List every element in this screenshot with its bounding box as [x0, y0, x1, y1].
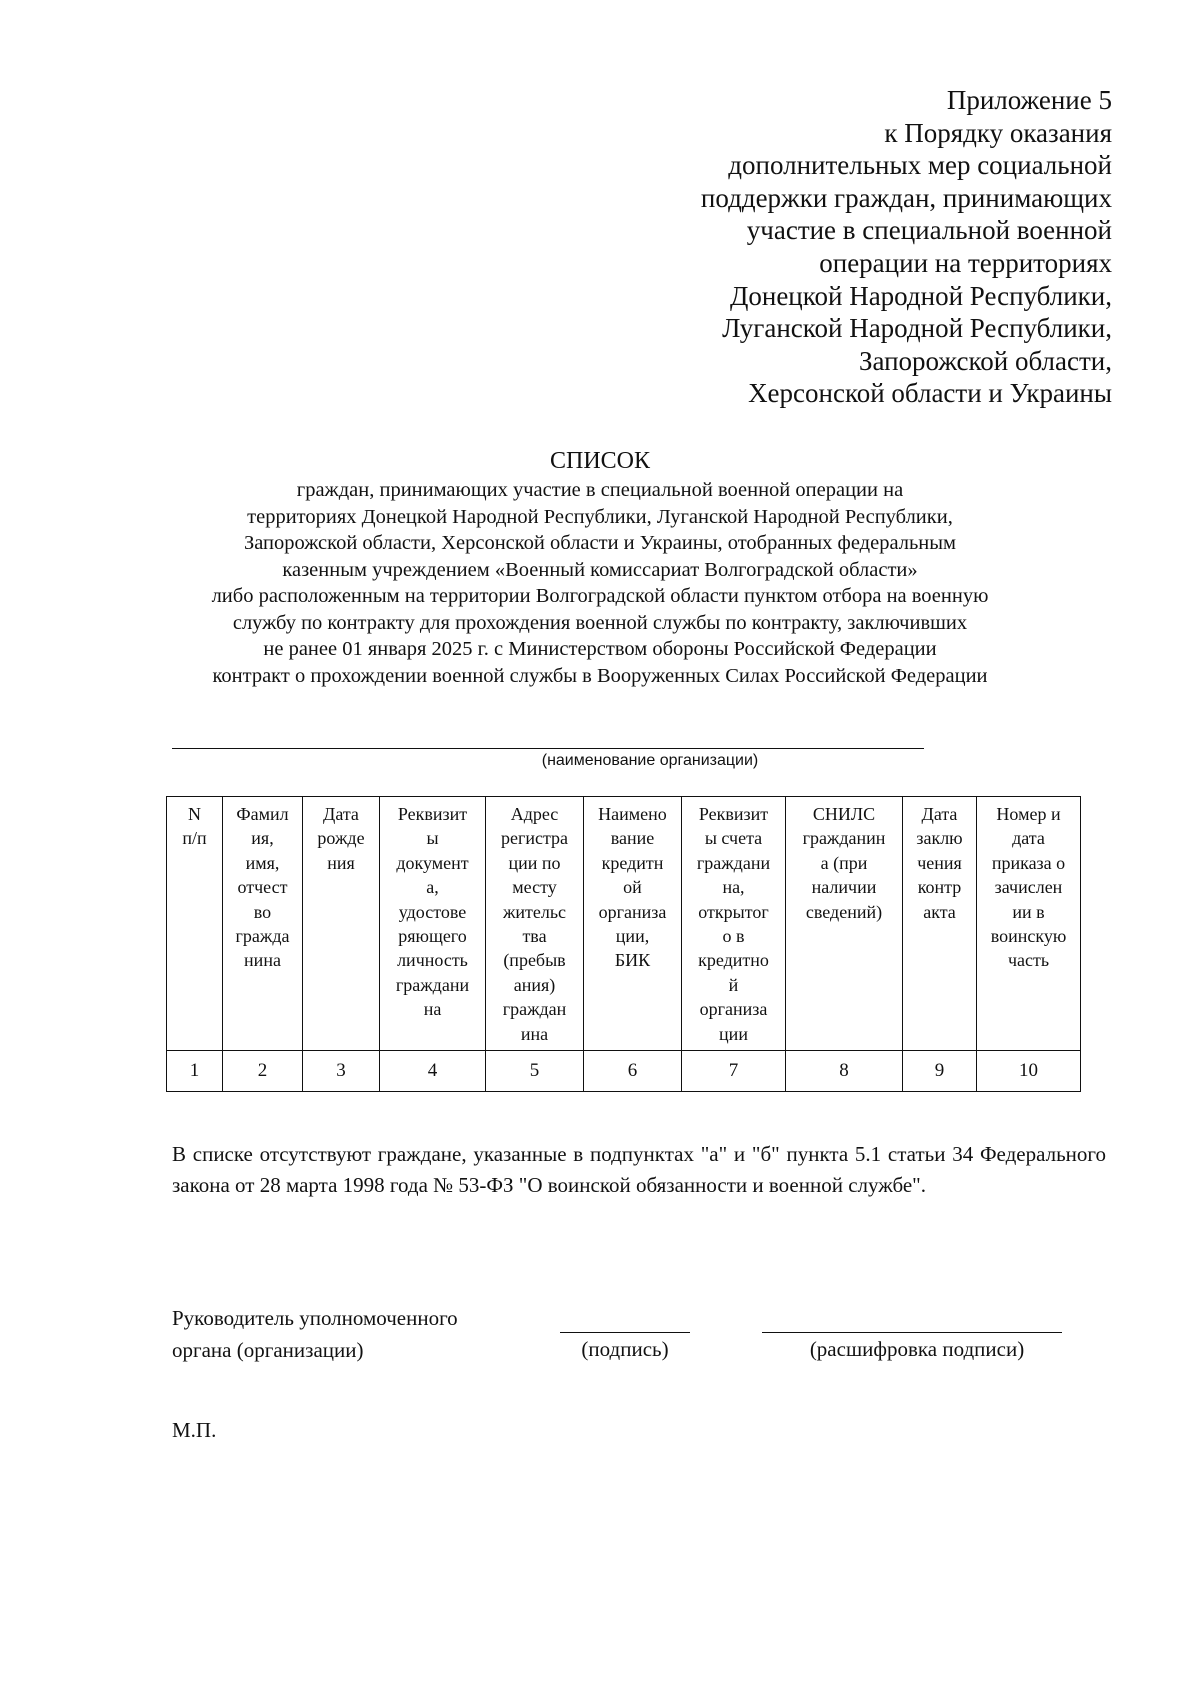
appendix-line: дополнительных мер социальной	[728, 150, 1112, 181]
signature-caption: (подпись)	[581, 1337, 669, 1361]
subtitle-line: граждан, принимающих участие в специальной военной операции на	[296, 479, 904, 501]
header-cell: Фамил ия, имя, отчест во гражда нина	[223, 797, 303, 1051]
citizens-list-table	[166, 796, 1081, 1092]
column-number-cell: 6	[584, 1051, 682, 1092]
signatory-line: органа (организации)	[172, 1338, 364, 1362]
subtitle-line: территориях Донецкой Народной Республики, Луганской Народной Республики,	[247, 505, 953, 528]
header-cell: Номер и дата приказа о зачислен ии в воинскую часть	[977, 797, 1081, 1051]
column-number-cell: 1	[167, 1051, 223, 1092]
organization-caption: (наименование организации)	[541, 752, 759, 769]
signature-line	[560, 1332, 690, 1333]
appendix-line: участие в специальной военной	[746, 215, 1112, 246]
header-cell: СНИЛС гражданин а (при наличии сведений)	[786, 797, 903, 1051]
document-subtitle	[60, 477, 1140, 689]
exclusion-note: В списке отсутствуют граждане, указанные в подпунктах "а" и "б" пункта 5.1 статьи 34 Федерального закона от 28 марта 1998 года № 53-ФЗ "О воинской обязанности и военной службе".	[172, 1142, 1106, 1197]
organization-name-line	[172, 748, 924, 749]
column-number-cell: 2	[223, 1051, 303, 1092]
appendix-line: поддержки граждан, принимающих	[700, 182, 1112, 213]
header-cell: Реквизит ы счета граждани на, открытог о в кредитно й организа ции	[682, 797, 786, 1051]
column-number-cell: 8	[786, 1051, 903, 1092]
appendix-line: Херсонской области и Украины	[748, 378, 1112, 409]
table-row	[167, 1051, 1081, 1092]
column-number-cell: 7	[682, 1051, 786, 1092]
appendix-line: к Порядку оказания	[884, 117, 1112, 148]
signatory-line: Руководитель уполномоченного	[172, 1306, 458, 1330]
appendix-line: Приложение 5	[946, 85, 1112, 115]
appendix-header	[701, 84, 1112, 410]
header-cell: Наимено вание кредитн ой организа ции, БИК	[584, 797, 682, 1051]
subtitle-line: контракт о прохождении военной службы в Вооруженных Силах Российской Федерации	[212, 664, 988, 687]
table-header-row	[167, 797, 1081, 1051]
subtitle-line: либо расположенным на территории Волгоградской области пунктом отбора на военную	[211, 585, 989, 607]
header-cell: N п/п	[167, 797, 223, 1051]
header-cell: Дата заклю чения контр акта	[903, 797, 977, 1051]
subtitle-line: не ранее 01 января 2025 г. с Министерством обороны Российской Федерации	[263, 638, 937, 660]
appendix-line: Запорожской области,	[858, 345, 1112, 376]
document-title: СПИСОК	[549, 448, 651, 474]
signatory-title	[172, 1302, 458, 1366]
subtitle-line: Запорожской области, Херсонской области и Украины, отобранных федеральным	[243, 532, 957, 554]
appendix-line: Донецкой Народной Республики,	[729, 280, 1112, 311]
column-number-cell: 5	[486, 1051, 584, 1092]
appendix-line: Луганской Народной Республики,	[722, 313, 1112, 344]
column-number-cell: 9	[903, 1051, 977, 1092]
column-number-cell: 4	[380, 1051, 486, 1092]
column-number-cell: 3	[303, 1051, 380, 1092]
header-cell: Дата рожде ния	[303, 797, 380, 1051]
signature-decode-caption: (расшифровка подписи)	[809, 1337, 1025, 1361]
stamp-place: М.П.	[172, 1418, 217, 1442]
column-number-cell: 10	[977, 1051, 1081, 1092]
header-cell: Адрес регистра ции по месту жительс тва (пребыв ания) граждан ина	[486, 797, 584, 1051]
subtitle-line: службу по контракту для прохождения военной службы по контракту, заключивших	[232, 611, 968, 634]
header-cell: Реквизит ы документ а, удостове ряющего личность граждани на	[380, 797, 486, 1051]
signature-decode-line	[762, 1332, 1062, 1333]
appendix-line: операции на территориях	[819, 247, 1112, 278]
subtitle-line: казенным учреждением «Военный комиссариат Волгоградской области»	[282, 558, 918, 581]
